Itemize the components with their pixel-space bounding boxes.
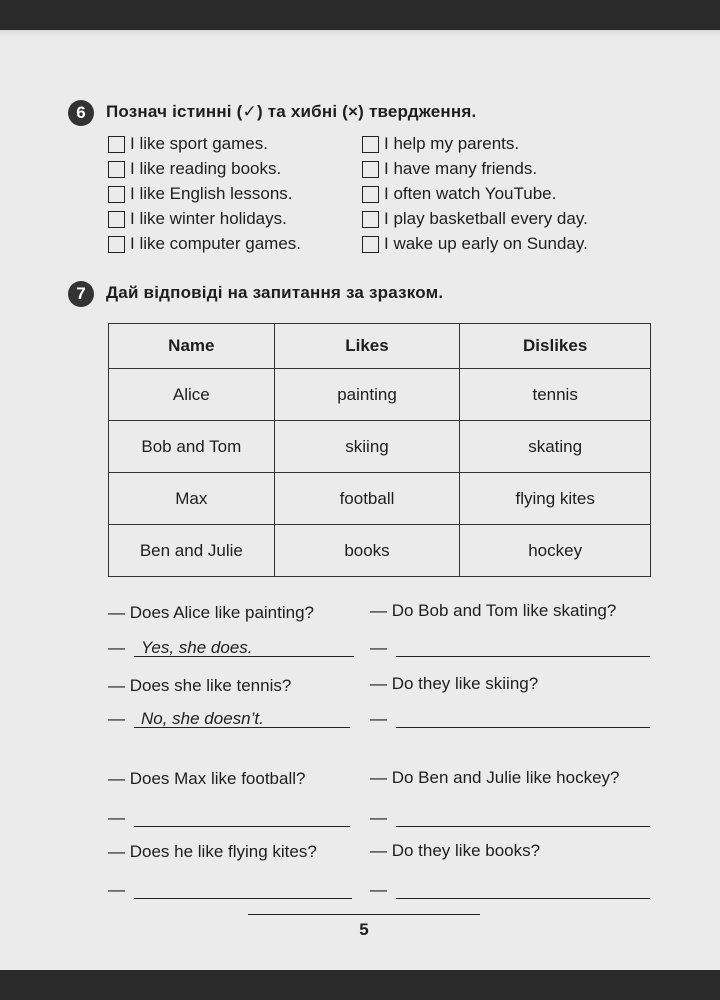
- question-left-3: — Does Max like football?: [108, 769, 306, 788]
- checkbox[interactable]: [108, 186, 125, 203]
- statement-right-3: I often watch YouTube.: [362, 184, 556, 204]
- table-row: [109, 525, 651, 577]
- checkbox[interactable]: [362, 136, 379, 153]
- table-cell: Bob and Tom: [109, 421, 275, 473]
- table-row: [109, 369, 651, 421]
- table-row: [109, 421, 651, 473]
- checkbox[interactable]: [108, 161, 125, 178]
- task-6-number: 6: [68, 100, 94, 126]
- statement-left-2: I like reading books.: [108, 159, 281, 179]
- statement-right-2: I have many friends.: [362, 159, 537, 179]
- column-header: Likes: [274, 324, 460, 369]
- question-right-1: — Do Bob and Tom like skating?: [370, 601, 617, 620]
- statement-right-4: I play basketball every day.: [362, 209, 588, 229]
- table-header-row: [109, 324, 651, 369]
- answer-text: Yes, she does.: [141, 638, 253, 657]
- answer-left-2[interactable]: — No, she doesn’t.: [108, 709, 125, 729]
- statement-left-5: I like computer games.: [108, 234, 301, 254]
- statement-left-4: I like winter holidays.: [108, 209, 287, 229]
- table-cell: tennis: [460, 369, 651, 421]
- table-cell: skating: [460, 421, 651, 473]
- question-right-4: — Do they like books?: [370, 841, 541, 860]
- answer-left-3[interactable]: —: [108, 808, 125, 828]
- statement-right-5: I wake up early on Sunday.: [362, 234, 588, 254]
- page-number: 5: [359, 920, 369, 939]
- statement-right-1: I help my parents.: [362, 134, 519, 154]
- checkbox[interactable]: [108, 211, 125, 228]
- checkbox[interactable]: [362, 161, 379, 178]
- page-edge: [0, 30, 720, 36]
- table-cell: hockey: [460, 525, 651, 577]
- footer-rule: [248, 914, 480, 915]
- checkbox[interactable]: [108, 236, 125, 253]
- table-cell: Ben and Julie: [109, 525, 275, 577]
- table-row: [109, 473, 651, 525]
- table-cell: Max: [109, 473, 275, 525]
- table-cell: Alice: [109, 369, 275, 421]
- checkbox[interactable]: [362, 186, 379, 203]
- column-header: Name: [109, 324, 275, 369]
- answer-left-1[interactable]: — Yes, she does.: [108, 638, 125, 658]
- checkbox[interactable]: [362, 236, 379, 253]
- answer-right-3[interactable]: —: [370, 808, 387, 828]
- checkbox[interactable]: [108, 136, 125, 153]
- answer-right-4[interactable]: —: [370, 880, 387, 900]
- table-cell: painting: [274, 369, 460, 421]
- answer-right-2[interactable]: —: [370, 709, 387, 729]
- task-6-instruction: Познач істинні (✓) та хибні (×) твердження.: [106, 102, 477, 121]
- table-cell: skiing: [274, 421, 460, 473]
- checkbox[interactable]: [362, 211, 379, 228]
- question-right-2: — Do they like skiing?: [370, 674, 539, 693]
- table-cell: flying kites: [460, 473, 651, 525]
- question-left-2: — Does she like tennis?: [108, 676, 292, 695]
- task-7-instruction: Дай відповіді на запитання за зразком.: [106, 283, 444, 302]
- question-left-1: — Does Alice like painting?: [108, 603, 315, 622]
- task-7-number: 7: [68, 281, 94, 307]
- likes-table: [108, 323, 651, 577]
- statement-left-3: I like English lessons.: [108, 184, 293, 204]
- table-cell: football: [274, 473, 460, 525]
- question-right-3: — Do Ben and Julie like hockey?: [370, 768, 620, 787]
- table-cell: books: [274, 525, 460, 577]
- answer-text: No, she doesn’t.: [141, 709, 264, 728]
- statement-left-1: I like sport games.: [108, 134, 268, 154]
- answer-left-4[interactable]: —: [108, 880, 125, 900]
- answer-right-1[interactable]: —: [370, 638, 387, 658]
- question-left-4: — Does he like flying kites?: [108, 842, 317, 861]
- column-header: Dislikes: [460, 324, 651, 369]
